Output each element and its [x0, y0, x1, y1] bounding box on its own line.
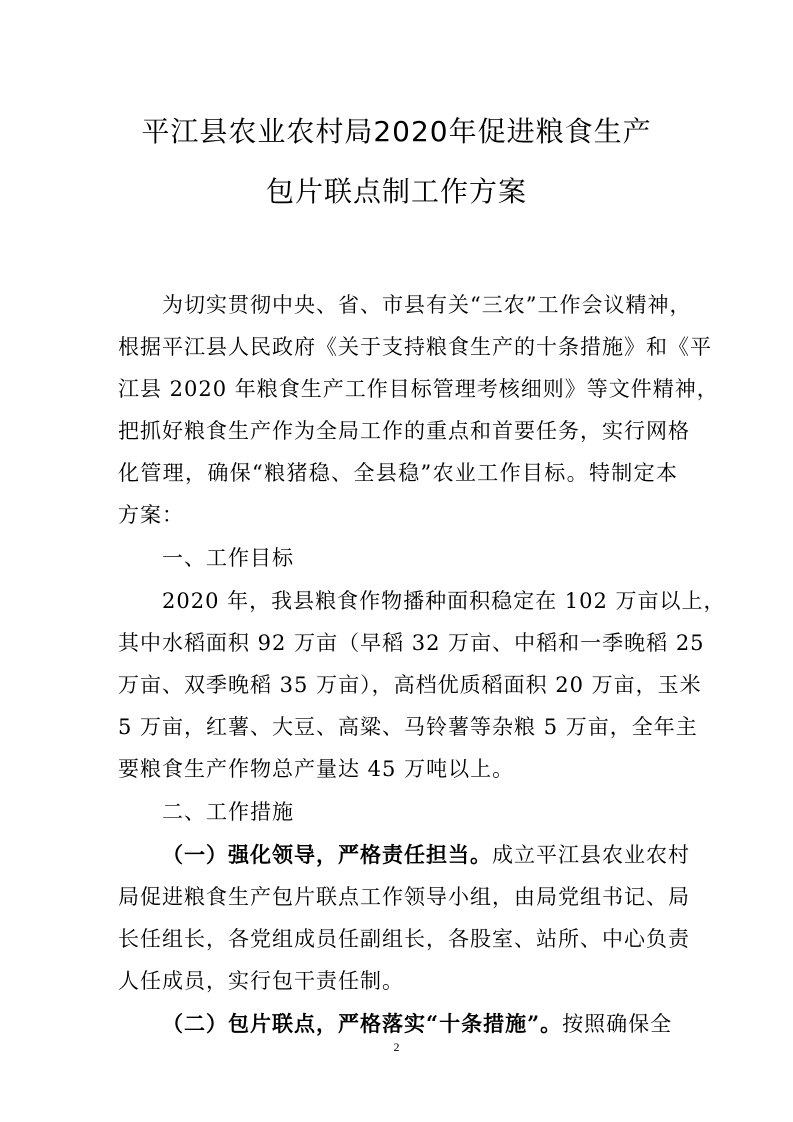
- section-heading-goals: 一、工作目标: [162, 546, 294, 570]
- goals-line: 要粮食生产作物总产量达 45 万吨以上。: [118, 757, 515, 781]
- page-number: 2: [393, 1040, 400, 1054]
- measure-1-line: 局促进粮食生产包片联点工作领导小组，由局党组书记、局: [118, 885, 690, 909]
- intro-line: 方案：: [118, 503, 184, 527]
- document-title-line-1: 平江县农业农村局2020年促进粮食生产: [141, 115, 652, 148]
- goals-line: 其中水稻面积 92 万亩（早稻 32 万亩、中稻和一季晚稻 25: [118, 631, 705, 655]
- goals-line: 2020 年，我县粮食作物播种面积稳定在 102 万亩以上，: [162, 589, 726, 613]
- measure-2-title: （二）包片联点，严格落实“十条措施”。: [162, 1011, 563, 1036]
- intro-line: 化管理，确保“粮猪稳、全县稳”农业工作目标。特制定本: [118, 461, 678, 485]
- measure-1-first-line: [118, 840, 690, 870]
- measure-2-first-line: [118, 1009, 678, 1039]
- document-title-line-2: 包片联点制工作方案: [265, 175, 527, 208]
- measure-1-line: 长任组长，各党组成员任副组长，各股室、站所、中心负责: [118, 927, 690, 951]
- intro-line: 为切实贯彻中央、省、市县有关“三农”工作会议精神，: [162, 293, 692, 317]
- measure-1-title: （一）强化领导，严格责任担当。: [162, 842, 492, 867]
- measure-1-line: 人任成员，实行包干责任制。: [118, 969, 404, 993]
- intro-line: 根据平江县人民政府《关于支持粮食生产的十条措施》和《平: [118, 335, 712, 359]
- intro-line: 江县 2020 年粮食生产工作目标管理考核细则》等文件精神，: [118, 377, 719, 401]
- section-heading-measures: 二、工作措施: [162, 800, 294, 824]
- goals-line: 5 万亩，红薯、大豆、高粱、马铃薯等杂粮 5 万亩，全年主: [118, 715, 698, 739]
- goals-line: 万亩、双季晚稻 35 万亩），高档优质稻面积 20 万亩，玉米: [118, 673, 702, 697]
- intro-line: 把抓好粮食生产作为全局工作的重点和首要任务，实行网格: [118, 419, 690, 443]
- measure-1-text-start: 成立平江县农业农村: [492, 843, 690, 867]
- measure-2-text-start: 按照确保全: [562, 1012, 673, 1036]
